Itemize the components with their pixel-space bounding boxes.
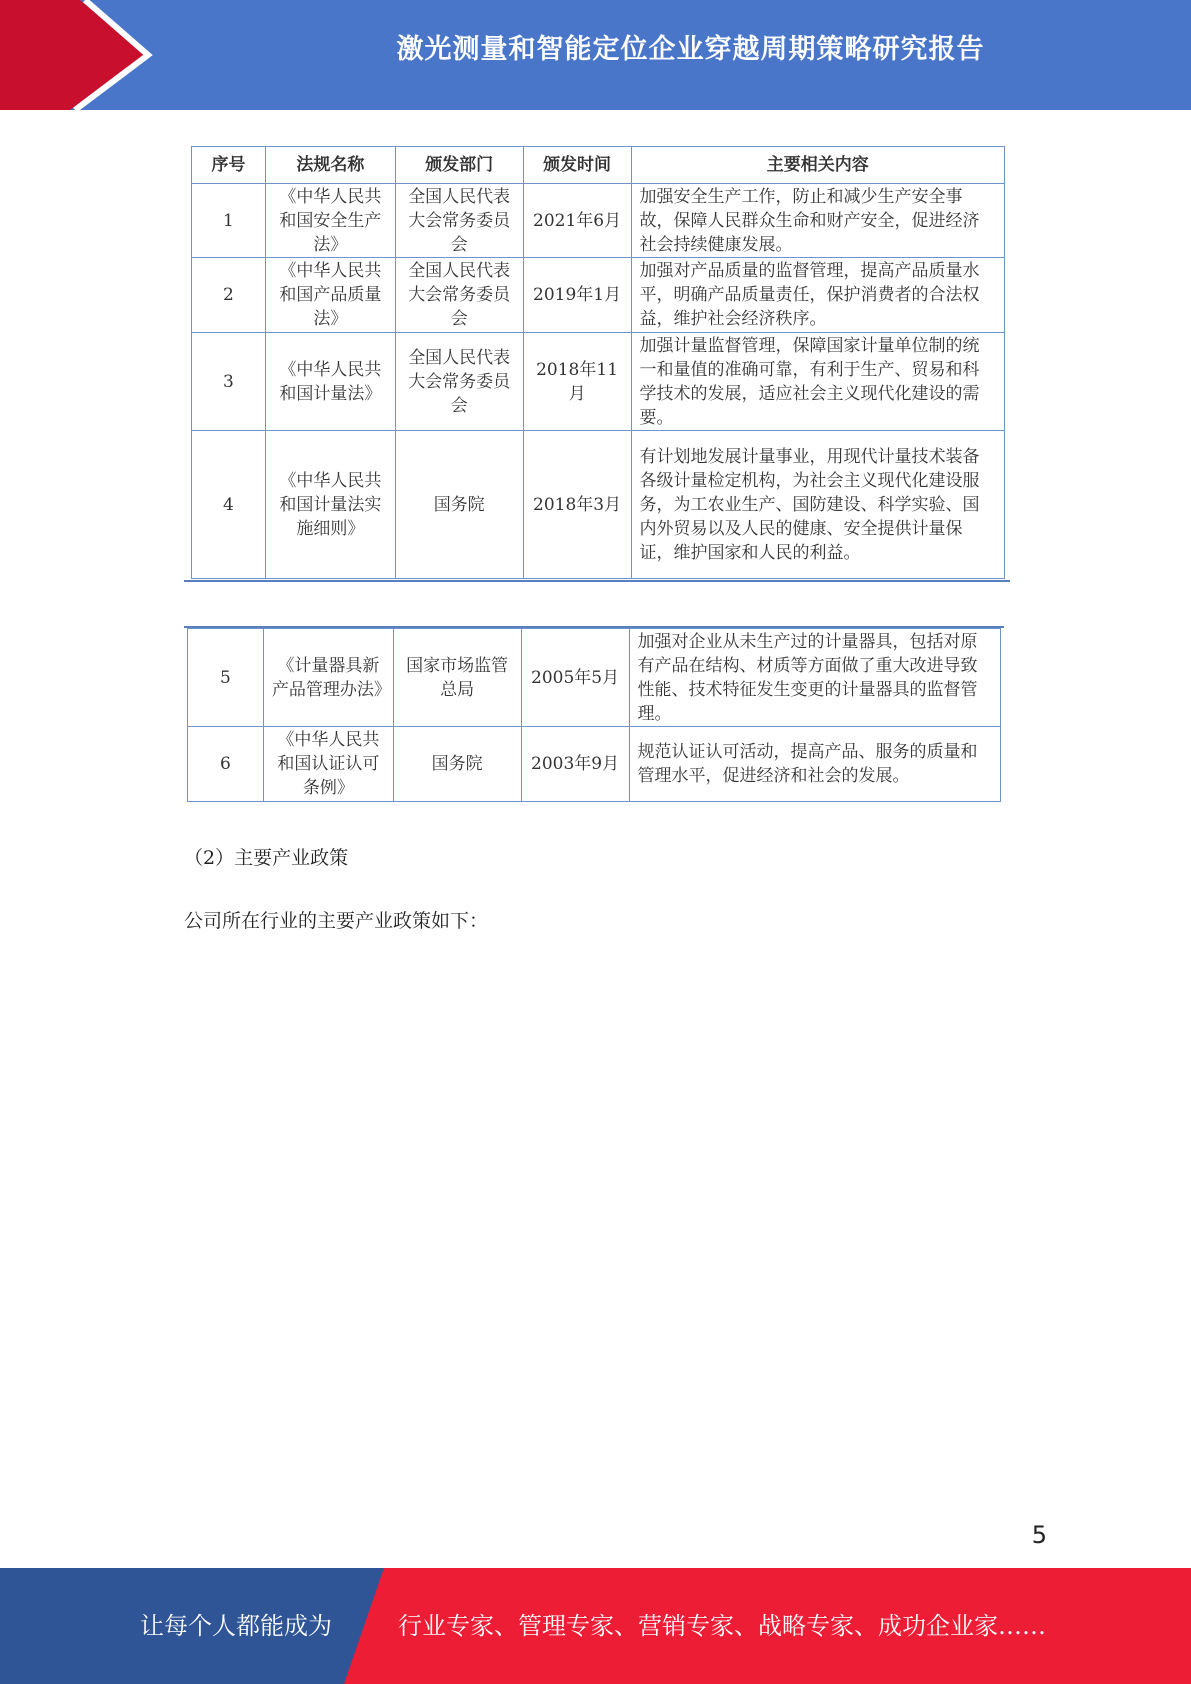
page-header (0, 0, 1191, 110)
page-number: 5 (1031, 1521, 1047, 1549)
table-row (192, 431, 1005, 579)
regulations-table-part2 (187, 628, 1001, 802)
table-row (188, 727, 1001, 802)
row-content: 加强对产品质量的监督管理，提高产品质量水平，明确产品质量责任，保护消费者的合法权益，维护社会经济秩序。 (631, 258, 1004, 333)
table-bottom-rule (184, 580, 1010, 582)
regulations-table-part1 (191, 146, 1005, 579)
row-dept: 国家市场监管总局 (393, 629, 521, 727)
row-content: 规范认证认可活动，提高产品、服务的质量和管理水平，促进经济和社会的发展。 (629, 727, 1001, 802)
row-dept: 全国人民代表大会常务委员会 (395, 333, 523, 431)
page-footer (0, 1568, 1191, 1684)
header-red-chevron (0, 0, 148, 110)
row-no: 2 (192, 258, 266, 333)
col-header-date: 颁发时间 (523, 147, 631, 184)
table-row (192, 333, 1005, 431)
col-header-no: 序号 (192, 147, 266, 184)
table-header-row (192, 147, 1005, 184)
row-no: 5 (188, 629, 264, 727)
row-name: 《计量器具新产品管理办法》 (263, 629, 393, 727)
row-name: 《中华人民共和国产品质量法》 (265, 258, 395, 333)
row-dept: 国务院 (393, 727, 521, 802)
row-name: 《中华人民共和国计量法实施细则》 (265, 431, 395, 579)
row-dept: 国务院 (395, 431, 523, 579)
report-title: 激光测量和智能定位企业穿越周期策略研究报告 (396, 34, 985, 65)
table-row (192, 258, 1005, 333)
row-no: 3 (192, 333, 266, 431)
table-row (192, 184, 1005, 258)
section-heading: （2）主要产业政策 (184, 847, 349, 869)
row-date: 2021年6月 (523, 184, 631, 258)
row-content: 加强对企业从未生产过的计量器具，包括对原有产品在结构、材质等方面做了重大改进导致性能、技术特征发生变更的计量器具的监督管理。 (629, 629, 1001, 727)
footer-slogan-left: 让每个人都能成为 (140, 1612, 332, 1640)
row-date: 2003年9月 (521, 727, 629, 802)
intro-paragraph: 公司所在行业的主要产业政策如下： (184, 910, 489, 932)
row-name: 《中华人民共和国安全生产法》 (265, 184, 395, 258)
row-date: 2018年11月 (523, 333, 631, 431)
row-date: 2005年5月 (521, 629, 629, 727)
row-no: 6 (188, 727, 264, 802)
row-no: 4 (192, 431, 266, 579)
row-dept: 全国人民代表大会常务委员会 (395, 184, 523, 258)
row-no: 1 (192, 184, 266, 258)
col-header-name: 法规名称 (265, 147, 395, 184)
col-header-content: 主要相关内容 (631, 147, 1004, 184)
footer-slogan-right: 行业专家、管理专家、营销专家、战略专家、成功企业家…… (398, 1612, 1046, 1640)
row-date: 2018年3月 (523, 431, 631, 579)
row-content: 加强计量监督管理，保障国家计量单位制的统一和量值的准确可靠，有利于生产、贸易和科学技术的发展，适应社会主义现代化建设的需要。 (631, 333, 1004, 431)
table-row (188, 629, 1001, 727)
row-date: 2019年1月 (523, 258, 631, 333)
row-name: 《中华人民共和国认证认可条例》 (263, 727, 393, 802)
col-header-dept: 颁发部门 (395, 147, 523, 184)
row-content: 有计划地发展计量事业，用现代计量技术装备各级计量检定机构，为社会主义现代化建设服务，为工农业生产、国防建设、科学实验、国内外贸易以及人民的健康、安全提供计量保证，维护国家和人民的利益。 (631, 431, 1004, 579)
row-content: 加强安全生产工作，防止和减少生产安全事故，保障人民群众生命和财产安全，促进经济社会持续健康发展。 (631, 184, 1004, 258)
row-name: 《中华人民共和国计量法》 (265, 333, 395, 431)
row-dept: 全国人民代表大会常务委员会 (395, 258, 523, 333)
